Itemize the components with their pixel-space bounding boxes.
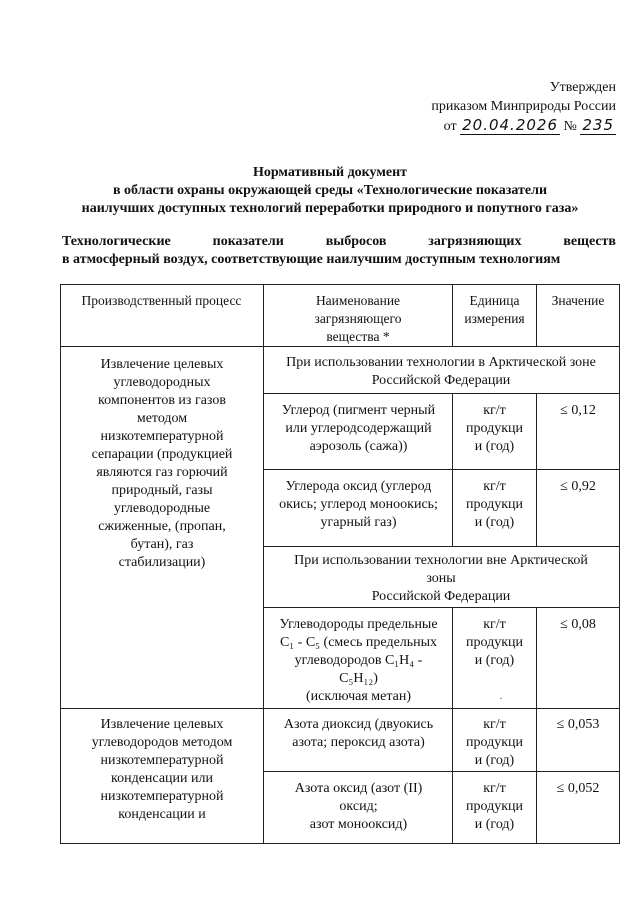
approval-line-2: приказом Минприроды России	[431, 99, 616, 114]
approval-line-1: Утвержден	[549, 80, 616, 95]
title-line-3: наилучших доступных технологий переработки природного и попутного газа»	[81, 201, 579, 216]
subtitle-line-1	[62, 233, 616, 251]
from-label: от	[443, 119, 457, 134]
value-cell: ≤ 0,12	[560, 403, 596, 418]
table-border	[60, 284, 61, 844]
header-process: Производственный процесс	[81, 293, 242, 308]
substance-cell: Углерод (пигмент черный или углеродсодержащий аэрозоль (сажа))	[281, 403, 436, 454]
title-line-2: в области охраны окружающей среды «Технологические показатели	[112, 183, 548, 198]
table-border	[452, 284, 453, 347]
value-cell: ≤ 0,052	[556, 781, 600, 796]
header-substance: Наименование загрязняющего вещества *	[314, 293, 402, 344]
substance-cell: Углерода оксид (углерод окись; углерод моноокись; угарный газ)	[279, 479, 438, 530]
subtitle-word: выбросов	[325, 234, 387, 249]
subtitle-word: веществ	[563, 234, 616, 249]
table-subtitle	[62, 233, 616, 269]
header-unit: Единица измерения	[464, 293, 525, 326]
table-border	[263, 546, 620, 547]
emissions-table	[60, 284, 620, 844]
substance-cell: Азота оксид (азот (II) оксид; азот монооксид)	[294, 781, 423, 832]
subtitle-word: Технологические	[62, 234, 171, 249]
table-border	[536, 393, 537, 547]
substance-cell: Углеводороды предельные C₁ - C₅ (смесь предельных углеводородов C₁H₄ - C₅H₁₂) (исключая метан)	[279, 617, 438, 704]
section-arctic: При использовании технологии в Арктической зоне Российской Федерации	[286, 355, 596, 388]
unit-cell: кг/т продукци и (год)	[466, 717, 523, 768]
unit-cell: кг/т продукци и (год)	[466, 403, 523, 454]
table-border	[263, 393, 620, 394]
section-non-arctic: При использовании технологии вне Арктической зоны Российской Федерации	[294, 553, 588, 604]
approval-date: 20.04.2026	[462, 116, 558, 134]
header-value: Значение	[551, 293, 605, 308]
number-label: №	[563, 119, 577, 134]
value-cell: ≤ 0,08	[560, 617, 596, 632]
unit-cell: кг/т продукци и (год)	[466, 479, 523, 530]
scan-mark: ·	[499, 691, 503, 705]
approval-block	[431, 78, 616, 136]
approval-number: 235	[582, 116, 614, 134]
document-title	[40, 164, 620, 218]
unit-cell: кг/т продукци и (год)	[466, 617, 523, 668]
table-border	[452, 607, 453, 844]
process-cell: Извлечение целевых углеводородов методом низкотемпературной конденсации или низкотемпературной конденсации и	[91, 717, 233, 822]
substance-cell: Азота диоксид (двуокись азота; пероксид азота)	[283, 717, 434, 750]
value-cell: ≤ 0,053	[556, 717, 600, 732]
table-border	[263, 607, 620, 608]
table-border	[263, 771, 620, 772]
subtitle-word: показатели	[212, 234, 284, 249]
value-cell: ≤ 0,92	[560, 479, 596, 494]
approval-date-line	[431, 116, 616, 136]
process-cell: Извлечение целевых углеводородных компонентов из газов методом низкотемпературной сепарации (продукцией являются газ горючий природный, газы углеводородные сжиженные, (пропан, бутан), газ стабилизации)	[91, 357, 233, 570]
title-line-1: Нормативный документ	[252, 165, 408, 180]
table-border	[263, 284, 264, 844]
table-border	[619, 284, 620, 844]
subtitle-line-2: в атмосферный воздух, соответствующие наилучшим доступным технологиям	[62, 252, 561, 267]
table-border	[452, 393, 453, 547]
table-border	[536, 607, 537, 844]
table-border	[536, 284, 537, 347]
subtitle-word: загрязняющих	[428, 234, 522, 249]
unit-cell: кг/т продукци и (год)	[466, 781, 523, 832]
table-border	[263, 469, 620, 470]
